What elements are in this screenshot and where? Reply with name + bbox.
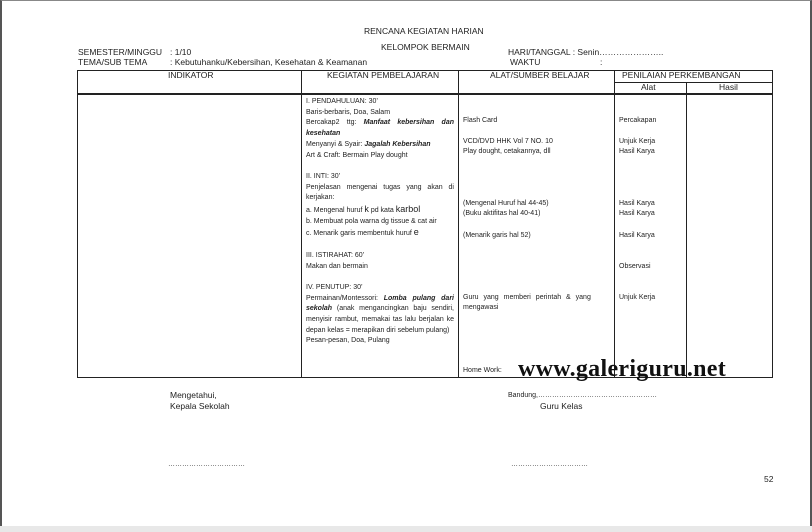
activity-line: Baris-berbaris, Doa, Salam: [306, 108, 391, 116]
text: (anak mengancingkan baju sendiri, menyisir rambut, memakai tas lalu berjalan ke depan kelas = merapikan diri sebelum pulang): [306, 305, 454, 334]
penilaian-item: Observasi: [619, 263, 651, 270]
song: Jagalah Kebersihan: [364, 140, 431, 148]
alat-item: (Menarik garis hal 52): [463, 232, 531, 239]
guru-kelas-label: Guru Kelas: [540, 401, 583, 411]
word: karbol: [395, 204, 421, 215]
hari-tanggal: HARI/TANGGAL : Senin…………………..: [508, 47, 664, 57]
letter: k: [364, 204, 369, 215]
activity-line: [306, 140, 454, 151]
section-pendahuluan: I. PENDAHULUAN: 30’: [306, 98, 378, 105]
activity-line: Makan dan bermain: [306, 262, 368, 270]
kepala-sekolah-label: Kepala Sekolah: [170, 401, 230, 411]
watermark: www.galeriguru.net: [518, 356, 727, 382]
section-penutup: IV. PENUTUP: 30’: [306, 283, 363, 291]
alat-item: Guru yang memberi perintah & yang: [463, 294, 591, 301]
alat-item: Flash Card: [463, 117, 498, 124]
activity-line: [306, 118, 454, 139]
col-indikator: INDIKATOR: [168, 70, 214, 80]
page-number: 52: [764, 474, 774, 484]
penilaian-item: Hasil Karya: [619, 200, 655, 207]
waktu-colon: :: [600, 57, 603, 67]
activity-line: Art & Craft: Bermain Play dought: [306, 151, 408, 159]
activity-line: Penjelasan mengenai tugas yang akan di kerjakan:: [306, 183, 454, 202]
alat-item: (Mengenal Huruf hal 44-45): [463, 200, 549, 207]
activity-line: [306, 204, 454, 217]
section-inti: II. INTI: 30’: [306, 172, 341, 180]
text: Permainan/Montessori:: [306, 294, 384, 302]
letter: e: [413, 227, 419, 238]
col-alat-sumber: ALAT/SUMBER BELAJAR: [490, 70, 590, 80]
penilaian-item: Unjuk Kerja: [619, 294, 656, 301]
section-istirahat: III. ISTIRAHAT: 60’: [306, 251, 365, 259]
topic: Manfaat kebersihan dan kesehatan: [306, 119, 454, 138]
sub-alat: Alat: [641, 82, 656, 92]
alat-item: Play dought, cetakannya, dll: [463, 148, 551, 155]
col-divider: [458, 70, 459, 378]
waktu-label: WAKTU: [510, 57, 541, 67]
sub-hasil: Hasil: [719, 82, 738, 92]
alat-item: (Buku aktifitas hal 40-41): [463, 210, 541, 217]
header-divider: [77, 93, 773, 95]
alat-item: VCD/DVD HHK Vol 7 NO. 10: [463, 138, 553, 145]
kegiatan-content: [306, 97, 454, 347]
penilaian-item: Percakapan: [619, 117, 657, 124]
tema-label: TEMA/SUB TEMA: [78, 57, 148, 67]
alat-item: mengawasi: [463, 304, 499, 311]
activity-line: b. Membuat pola warna dg tissue & cat air: [306, 217, 437, 225]
signature-line-kepala: ……………………………: [168, 461, 245, 468]
signature-line-guru: ……………………………: [511, 461, 588, 468]
doc-title: RENCANA KEGIATAN HARIAN: [364, 26, 484, 36]
semester-value: : 1/10: [170, 47, 192, 57]
row-divider: [614, 82, 773, 83]
bandung-date: Bandung,……………………………………………: [508, 392, 657, 399]
penilaian-item: Hasil Karya: [619, 232, 655, 239]
mengetahui-label: Mengetahui,: [170, 390, 217, 400]
tema-value: : Kebutuhanku/Kebersihan, Kesehatan & Keamanan: [170, 57, 368, 67]
penilaian-item: Unjuk Kerja: [619, 138, 656, 145]
col-divider: [614, 70, 615, 378]
text: pd kata: [368, 207, 396, 215]
activity-line: Pesan-pesan, Doa, Pulang: [306, 337, 390, 345]
activity-line: [306, 227, 454, 240]
col-kegiatan: KEGIATAN PEMBELAJARAN: [327, 70, 440, 80]
col-divider: [301, 70, 302, 378]
text: a. Mengenal huruf: [306, 207, 365, 215]
text: Bercakap2 ttg:: [306, 119, 364, 127]
col-divider: [686, 82, 687, 378]
page-bottom-edge: [0, 526, 812, 532]
game: Lomba pulang dari sekolah: [306, 294, 454, 313]
penilaian-item: Hasil Karya: [619, 210, 655, 217]
doc-subtitle: KELOMPOK BERMAIN: [381, 42, 470, 52]
text: c. Menarik garis membentuk huruf: [306, 230, 414, 238]
home-work-label: Home Work:: [463, 367, 502, 374]
activity-line: [306, 294, 454, 337]
penilaian-item: Hasil Karya: [619, 148, 655, 155]
semester-label: SEMESTER/MINGGU: [78, 47, 163, 57]
col-penilaian: PENILAIAN PERKEMBANGAN: [622, 70, 741, 80]
text: Menyanyi & Syair:: [306, 140, 365, 148]
